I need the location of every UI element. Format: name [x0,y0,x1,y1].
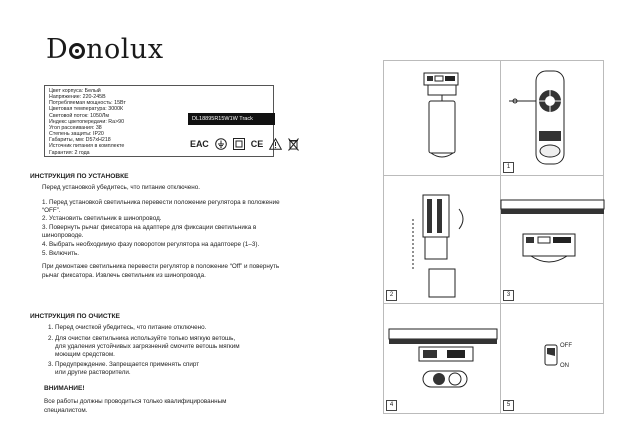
track-rail-illustration [501,196,604,286]
ce-icon: CE [250,139,264,149]
install-step: 3. Повернуть рычаг фиксатора на адаптере для фиксации светильника в [42,224,257,231]
cleaning-item: 1. Перед очисткой убедитесь, что питание отключено. [48,324,207,331]
switch-off-label: OFF [560,343,572,349]
cleaning-title: ИНСТРУКЦИЯ ПО ОЧИСТКЕ [30,313,120,320]
ground-icon [215,138,227,150]
removal-text: При демонтаже светильника перевести регулятор в положение “Off” и повернуть [42,263,280,270]
cleaning-item: для удаления устойчивых загрязнений смочите ветошь мягким [48,343,240,350]
spec-line: Световой поток: 1050Лм [49,112,109,119]
cleaning-item: моющим средством. [48,351,115,358]
install-step: “OFF”. [42,207,61,214]
attention-text: Все работы должны проводиться только квалифицированным [44,398,227,405]
certification-icons [190,137,299,151]
spec-line: Цветовая температура: 3000К [49,106,124,113]
spec-line: Габариты, мм: D57xH218 [49,137,111,144]
adapter-detail-illustration [389,323,499,408]
figure-number: 4 [386,400,397,411]
warning-icon [269,138,282,150]
figure-number: 3 [503,290,514,301]
switch-on-label: ON [560,363,569,369]
install-step: 4. Выбрать необходимую фазу поворотом регулятора на адаптоере (1–3). [42,241,260,248]
adapter-regulator-illustration [509,71,589,166]
brand-logo: D nolux [46,34,164,65]
removal-text: рычаг фиксатора. Извлечь светильник из шинопровода. [42,272,206,279]
spec-line: Индекс цветопередачи: Ra>90 [49,118,125,125]
figure-number: 5 [503,400,514,411]
spec-line: Потребляемая мощность: 15Вт [49,100,126,107]
figure-number: 1 [503,162,514,173]
eac-icon: ЕАС [190,139,209,149]
spec-line: Напряжение: 220-245В [49,94,106,101]
figure-grid [383,60,604,414]
spec-line: Гарантия: 2 года [49,149,90,156]
spec-line: Степень защиты: IP20 [49,131,104,138]
figure-number: 2 [386,290,397,301]
install-title: ИНСТРУКЦИЯ ПО УСТАНОВКЕ [30,173,129,180]
attention-text: специалистом. [44,407,88,414]
spec-line: Цвет корпуса: Белый [49,88,101,94]
logo-ring-icon [69,43,85,59]
power-switch-icon [544,344,558,366]
spec-line: Источник питания в комплекте [49,143,125,150]
spec-line: Угол рассеивания: 38 [49,124,102,131]
cleaning-item: или другие растворители. [48,369,131,376]
cleaning-item: 2. Для очистки светильника используйте только мягкую ветошь, [48,335,236,342]
install-intro: Перед установкой убедитесь, что питание отключено. [42,184,201,191]
class-ii-icon [233,138,245,150]
weee-bin-icon [288,138,299,151]
install-step: 1. Перед установкой светильника перевести положение регулятора в положение [42,199,280,206]
track-insertion-illustration [409,189,479,299]
cleaning-item: 3. Предупреждение. Запрещается применять спирт [48,361,200,368]
install-step: шинопроводе. [42,232,84,239]
attention-title: ВНИМАНИЕ! [44,385,85,392]
install-step: 2. Установить светильник в шинопровод. [42,215,162,222]
spotlight-illustration [414,69,474,169]
install-step: 5. Включить. [42,250,79,257]
model-label: DL18895R15W1W Track [188,113,275,125]
